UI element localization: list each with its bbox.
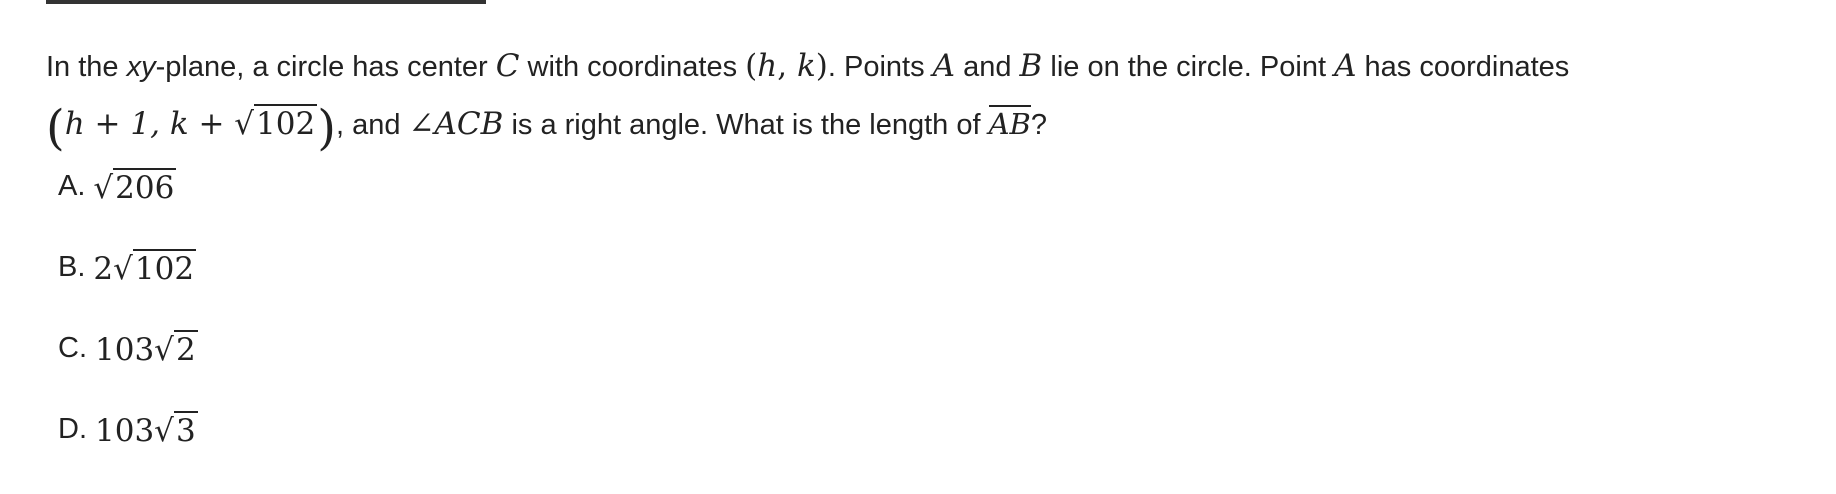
answer-choices: [58, 170, 198, 494]
question-text-segment: In the: [46, 51, 127, 83]
top-divider-bar: [46, 0, 486, 4]
choice-value: 103√3: [95, 413, 196, 449]
question-text-segment: with coordinates: [519, 51, 746, 83]
angle-symbol: ∠: [408, 106, 435, 142]
sqrt-expression: √102: [234, 106, 316, 142]
choice-coefficient: 103: [95, 413, 155, 449]
point-a-coordinates: (h + 1, k + √102): [46, 100, 336, 156]
center-coordinates: (h, k): [745, 48, 828, 84]
choice-c[interactable]: [58, 332, 198, 413]
point-a-label: A: [932, 48, 956, 84]
angle-name: ACB: [434, 106, 504, 142]
choice-d[interactable]: [58, 413, 198, 494]
choice-radicand: 3: [175, 413, 196, 449]
coord-expression: h + 1, k +: [64, 106, 235, 142]
question-text-segment: has coordinates: [1356, 51, 1570, 83]
choice-value: 2√102: [93, 251, 195, 287]
question-line-1: [46, 38, 1766, 96]
question-text-segment: . Points: [827, 51, 933, 83]
question-line-2: [46, 96, 1766, 154]
choice-radicand: 206: [115, 170, 175, 206]
choice-radicand: 2: [175, 332, 196, 368]
point-b-label: B: [1019, 48, 1043, 84]
segment-ab: AB: [988, 107, 1031, 141]
radicand: 102: [256, 106, 316, 142]
choice-coefficient: 2: [93, 251, 114, 287]
choice-letter: B.: [58, 251, 86, 283]
choice-letter: D.: [58, 413, 87, 445]
center-variable: C: [495, 48, 520, 84]
coord-k: k: [796, 48, 816, 84]
question-text-segment: , and: [335, 109, 409, 141]
question-text-segment: and: [955, 51, 1020, 83]
question-text-segment: is a right angle. What is the length of: [503, 109, 989, 141]
choice-radicand: 102: [134, 251, 195, 287]
question-text-segment: -plane, a circle has center: [155, 51, 496, 83]
choice-value: 103√2: [95, 332, 196, 368]
choice-letter: A.: [58, 170, 86, 202]
choice-b[interactable]: [58, 251, 198, 332]
choice-coefficient: 103: [95, 332, 155, 368]
choice-letter: C.: [58, 332, 87, 364]
point-a-label: A: [1334, 48, 1357, 84]
choice-a[interactable]: [58, 170, 198, 251]
choice-value: √206: [93, 170, 175, 206]
question-text-segment: ?: [1030, 109, 1048, 141]
xy-label: xy: [126, 51, 156, 83]
question-text-segment: lie on the circle. Point: [1042, 51, 1335, 83]
coord-h: h: [757, 48, 778, 84]
question-text: [46, 38, 1766, 154]
